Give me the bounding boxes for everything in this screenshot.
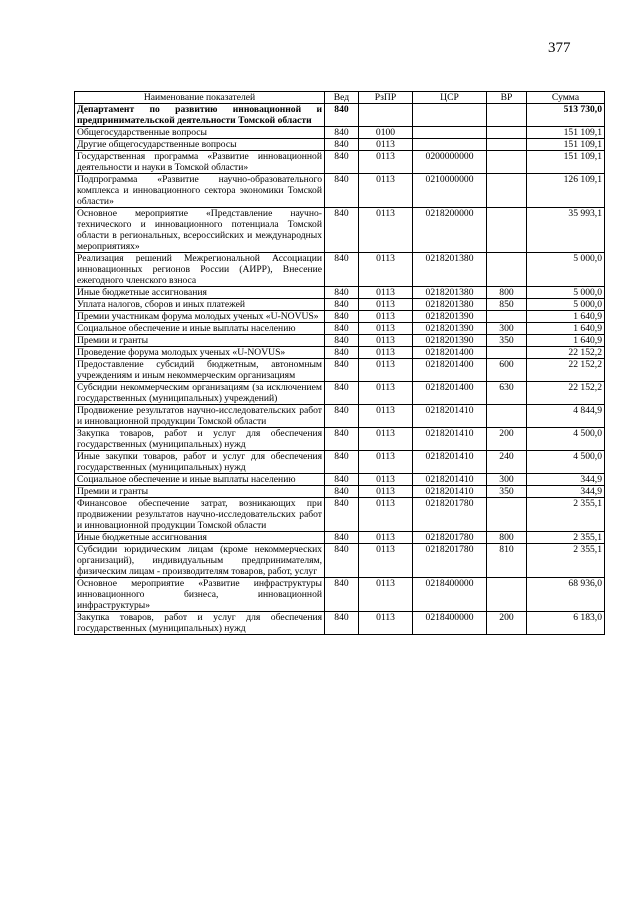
header-sum: Сумма bbox=[527, 92, 605, 104]
header-csr: ЦСР bbox=[413, 92, 487, 104]
row-vr-cell: 200 bbox=[487, 428, 527, 451]
table-row bbox=[75, 299, 605, 311]
row-sum-cell: 126 109,1 bbox=[527, 174, 605, 208]
row-sum-cell: 68 936,0 bbox=[527, 578, 605, 612]
table-row bbox=[75, 612, 605, 635]
header-ved: Вед bbox=[325, 92, 359, 104]
row-ved-cell: 840 bbox=[325, 311, 359, 323]
row-vr-cell bbox=[487, 127, 527, 139]
row-csr-cell: 0218201410 bbox=[413, 474, 487, 486]
row-vr-cell bbox=[487, 151, 527, 174]
table-row bbox=[75, 359, 605, 382]
row-csr-cell: 0218200000 bbox=[413, 208, 487, 253]
row-sum-cell: 22 152,2 bbox=[527, 382, 605, 405]
table-row bbox=[75, 253, 605, 287]
row-csr-cell: 0218201380 bbox=[413, 287, 487, 299]
row-sum-cell: 2 355,1 bbox=[527, 544, 605, 578]
row-name-cell: Подпрограмма «Развитие научно-образовательного комплекса и инновационного сектора экономики Томской области» bbox=[75, 174, 325, 208]
row-name-cell: Проведение форума молодых ученых «U-NOVUS» bbox=[75, 347, 325, 359]
row-ved-cell: 840 bbox=[325, 486, 359, 498]
row-vr-cell: 800 bbox=[487, 532, 527, 544]
row-vr-cell: 850 bbox=[487, 299, 527, 311]
table-row bbox=[75, 544, 605, 578]
row-name-cell: Реализация решений Межрегиональной Ассоциации инновационных регионов России (АИРР), Внесение ежегодного членского взноса bbox=[75, 253, 325, 287]
row-csr-cell: 0218201380 bbox=[413, 253, 487, 287]
row-csr-cell: 0218201780 bbox=[413, 544, 487, 578]
header-vr: ВР bbox=[487, 92, 527, 104]
row-csr-cell: 0218201780 bbox=[413, 532, 487, 544]
row-ved-cell: 840 bbox=[325, 335, 359, 347]
table-row bbox=[75, 104, 605, 127]
row-ved-cell: 840 bbox=[325, 323, 359, 335]
table-row bbox=[75, 347, 605, 359]
row-ved-cell: 840 bbox=[325, 428, 359, 451]
row-sum-cell: 1 640,9 bbox=[527, 323, 605, 335]
row-sum-cell: 1 640,9 bbox=[527, 311, 605, 323]
row-sum-cell: 513 730,0 bbox=[527, 104, 605, 127]
row-ved-cell: 840 bbox=[325, 127, 359, 139]
row-ved-cell: 840 bbox=[325, 253, 359, 287]
row-ved-cell: 840 bbox=[325, 544, 359, 578]
row-ved-cell: 840 bbox=[325, 405, 359, 428]
row-vr-cell bbox=[487, 498, 527, 532]
row-sum-cell: 2 355,1 bbox=[527, 532, 605, 544]
table-row bbox=[75, 287, 605, 299]
row-ved-cell: 840 bbox=[325, 104, 359, 127]
row-csr-cell: 0200000000 bbox=[413, 151, 487, 174]
table-row bbox=[75, 311, 605, 323]
table-row bbox=[75, 151, 605, 174]
row-ved-cell: 840 bbox=[325, 287, 359, 299]
row-sum-cell: 151 109,1 bbox=[527, 139, 605, 151]
row-csr-cell: 0218201400 bbox=[413, 347, 487, 359]
row-csr-cell: 0218201400 bbox=[413, 359, 487, 382]
row-csr-cell: 0218201410 bbox=[413, 405, 487, 428]
row-csr-cell: 0218201410 bbox=[413, 451, 487, 474]
table-row bbox=[75, 139, 605, 151]
row-vr-cell: 300 bbox=[487, 323, 527, 335]
page-number: 377 bbox=[548, 40, 571, 56]
row-name-cell: Субсидии юридическим лицам (кроме некоммерческих организаций), индивидуальным предпринимателям, физическим лицам - производителям товаров, работ, услуг bbox=[75, 544, 325, 578]
row-csr-cell: 0218400000 bbox=[413, 578, 487, 612]
row-name-cell: Социальное обеспечение и иные выплаты населению bbox=[75, 474, 325, 486]
table-row bbox=[75, 486, 605, 498]
row-sum-cell: 151 109,1 bbox=[527, 151, 605, 174]
row-rzpr-cell bbox=[359, 104, 413, 127]
row-ved-cell: 840 bbox=[325, 578, 359, 612]
row-vr-cell: 800 bbox=[487, 287, 527, 299]
row-vr-cell bbox=[487, 104, 527, 127]
row-sum-cell: 344,9 bbox=[527, 486, 605, 498]
row-ved-cell: 840 bbox=[325, 498, 359, 532]
header-rzpr: РзПР bbox=[359, 92, 413, 104]
row-ved-cell: 840 bbox=[325, 382, 359, 405]
row-vr-cell bbox=[487, 405, 527, 428]
row-rzpr-cell: 0113 bbox=[359, 451, 413, 474]
table-header-row bbox=[75, 92, 605, 104]
row-ved-cell: 840 bbox=[325, 208, 359, 253]
row-csr-cell: 0218201410 bbox=[413, 428, 487, 451]
row-csr-cell bbox=[413, 127, 487, 139]
row-rzpr-cell: 0113 bbox=[359, 405, 413, 428]
row-name-cell: Общегосударственные вопросы bbox=[75, 127, 325, 139]
table-row bbox=[75, 127, 605, 139]
row-csr-cell: 0218201400 bbox=[413, 382, 487, 405]
row-rzpr-cell: 0113 bbox=[359, 311, 413, 323]
row-csr-cell: 0210000000 bbox=[413, 174, 487, 208]
table-row bbox=[75, 428, 605, 451]
row-vr-cell bbox=[487, 174, 527, 208]
row-name-cell: Иные бюджетные ассигнования bbox=[75, 532, 325, 544]
row-name-cell: Иные закупки товаров, работ и услуг для обеспечения государственных (муниципальных) нужд bbox=[75, 451, 325, 474]
row-sum-cell: 35 993,1 bbox=[527, 208, 605, 253]
row-ved-cell: 840 bbox=[325, 474, 359, 486]
row-sum-cell: 4 500,0 bbox=[527, 428, 605, 451]
table-row bbox=[75, 335, 605, 347]
table-row bbox=[75, 532, 605, 544]
row-name-cell: Закупка товаров, работ и услуг для обеспечения государственных (муниципальных) нужд bbox=[75, 428, 325, 451]
row-rzpr-cell: 0113 bbox=[359, 208, 413, 253]
row-sum-cell: 4 844,9 bbox=[527, 405, 605, 428]
row-vr-cell bbox=[487, 311, 527, 323]
row-name-cell: Государственная программа «Развитие инновационной деятельности и науки в Томской области» bbox=[75, 151, 325, 174]
row-rzpr-cell: 0113 bbox=[359, 428, 413, 451]
row-name-cell: Другие общегосударственные вопросы bbox=[75, 139, 325, 151]
row-csr-cell: 0218201390 bbox=[413, 335, 487, 347]
header-name: Наименование показателей bbox=[75, 92, 325, 104]
row-sum-cell: 1 640,9 bbox=[527, 335, 605, 347]
row-vr-cell: 240 bbox=[487, 451, 527, 474]
row-rzpr-cell: 0113 bbox=[359, 174, 413, 208]
row-name-cell: Премии участникам форума молодых ученых «U-NOVUS» bbox=[75, 311, 325, 323]
row-csr-cell: 0218201410 bbox=[413, 486, 487, 498]
row-rzpr-cell: 0113 bbox=[359, 498, 413, 532]
row-name-cell: Уплата налогов, сборов и иных платежей bbox=[75, 299, 325, 311]
row-vr-cell: 200 bbox=[487, 612, 527, 635]
table-row bbox=[75, 174, 605, 208]
row-rzpr-cell: 0113 bbox=[359, 253, 413, 287]
row-vr-cell: 630 bbox=[487, 382, 527, 405]
row-name-cell: Премии и гранты bbox=[75, 486, 325, 498]
row-vr-cell bbox=[487, 253, 527, 287]
table-row bbox=[75, 323, 605, 335]
row-name-cell: Финансовое обеспечение затрат, возникающих при продвижении результатов научно-исследовательских работ и инновационной продукции Томской области bbox=[75, 498, 325, 532]
table-row bbox=[75, 578, 605, 612]
table-row bbox=[75, 382, 605, 405]
budget-table bbox=[74, 91, 605, 635]
row-sum-cell: 5 000,0 bbox=[527, 287, 605, 299]
row-name-cell: Предоставление субсидий бюджетным, автономным учреждениям и иным некоммерческим организациям bbox=[75, 359, 325, 382]
row-ved-cell: 840 bbox=[325, 174, 359, 208]
row-sum-cell: 344,9 bbox=[527, 474, 605, 486]
row-vr-cell bbox=[487, 139, 527, 151]
row-ved-cell: 840 bbox=[325, 359, 359, 382]
row-vr-cell: 300 bbox=[487, 474, 527, 486]
row-rzpr-cell: 0113 bbox=[359, 578, 413, 612]
row-vr-cell bbox=[487, 208, 527, 253]
row-rzpr-cell: 0113 bbox=[359, 544, 413, 578]
row-rzpr-cell: 0113 bbox=[359, 359, 413, 382]
row-sum-cell: 5 000,0 bbox=[527, 253, 605, 287]
table-row bbox=[75, 208, 605, 253]
row-rzpr-cell: 0113 bbox=[359, 474, 413, 486]
row-csr-cell: 0218201390 bbox=[413, 323, 487, 335]
row-rzpr-cell: 0113 bbox=[359, 151, 413, 174]
row-sum-cell: 2 355,1 bbox=[527, 498, 605, 532]
row-vr-cell bbox=[487, 578, 527, 612]
row-name-cell: Субсидии некоммерческим организациям (за исключением государственных (муниципальных) учреждений) bbox=[75, 382, 325, 405]
row-vr-cell: 810 bbox=[487, 544, 527, 578]
row-ved-cell: 840 bbox=[325, 151, 359, 174]
row-vr-cell: 350 bbox=[487, 486, 527, 498]
row-ved-cell: 840 bbox=[325, 139, 359, 151]
row-rzpr-cell: 0113 bbox=[359, 335, 413, 347]
row-csr-cell: 0218201780 bbox=[413, 498, 487, 532]
row-name-cell: Социальное обеспечение и иные выплаты населению bbox=[75, 323, 325, 335]
row-name-cell: Основное мероприятие «Представление научно-технического и инновационного потенциала Томской области в региональных, всероссийских и международных мероприятиях» bbox=[75, 208, 325, 253]
row-name-cell: Продвижение результатов научно-исследовательских работ и инновационной продукции Томской области bbox=[75, 405, 325, 428]
table-row bbox=[75, 451, 605, 474]
row-sum-cell: 22 152,2 bbox=[527, 347, 605, 359]
row-ved-cell: 840 bbox=[325, 532, 359, 544]
row-csr-cell: 0218400000 bbox=[413, 612, 487, 635]
row-vr-cell bbox=[487, 347, 527, 359]
row-csr-cell: 0218201390 bbox=[413, 311, 487, 323]
row-name-cell: Премии и гранты bbox=[75, 335, 325, 347]
table-body bbox=[75, 104, 605, 635]
table-row bbox=[75, 474, 605, 486]
row-vr-cell: 600 bbox=[487, 359, 527, 382]
row-ved-cell: 840 bbox=[325, 451, 359, 474]
row-ved-cell: 840 bbox=[325, 612, 359, 635]
row-rzpr-cell: 0113 bbox=[359, 139, 413, 151]
row-name-cell: Закупка товаров, работ и услуг для обеспечения государственных (муниципальных) нужд bbox=[75, 612, 325, 635]
row-rzpr-cell: 0100 bbox=[359, 127, 413, 139]
row-sum-cell: 4 500,0 bbox=[527, 451, 605, 474]
table-row bbox=[75, 405, 605, 428]
row-ved-cell: 840 bbox=[325, 347, 359, 359]
row-sum-cell: 151 109,1 bbox=[527, 127, 605, 139]
row-sum-cell: 5 000,0 bbox=[527, 299, 605, 311]
row-name-cell: Департамент по развитию инновационной и предпринимательской деятельности Томской области bbox=[75, 104, 325, 127]
table-row bbox=[75, 498, 605, 532]
row-rzpr-cell: 0113 bbox=[359, 299, 413, 311]
row-csr-cell bbox=[413, 139, 487, 151]
row-rzpr-cell: 0113 bbox=[359, 486, 413, 498]
row-vr-cell: 350 bbox=[487, 335, 527, 347]
row-name-cell: Основное мероприятие «Развитие инфраструктуры инновационного бизнеса, инновационной инфраструктуры» bbox=[75, 578, 325, 612]
row-rzpr-cell: 0113 bbox=[359, 347, 413, 359]
row-csr-cell: 0218201380 bbox=[413, 299, 487, 311]
row-rzpr-cell: 0113 bbox=[359, 612, 413, 635]
row-ved-cell: 840 bbox=[325, 299, 359, 311]
row-rzpr-cell: 0113 bbox=[359, 287, 413, 299]
row-rzpr-cell: 0113 bbox=[359, 532, 413, 544]
row-csr-cell bbox=[413, 104, 487, 127]
row-rzpr-cell: 0113 bbox=[359, 382, 413, 405]
row-rzpr-cell: 0113 bbox=[359, 323, 413, 335]
row-name-cell: Иные бюджетные ассигнования bbox=[75, 287, 325, 299]
row-sum-cell: 6 183,0 bbox=[527, 612, 605, 635]
row-sum-cell: 22 152,2 bbox=[527, 359, 605, 382]
